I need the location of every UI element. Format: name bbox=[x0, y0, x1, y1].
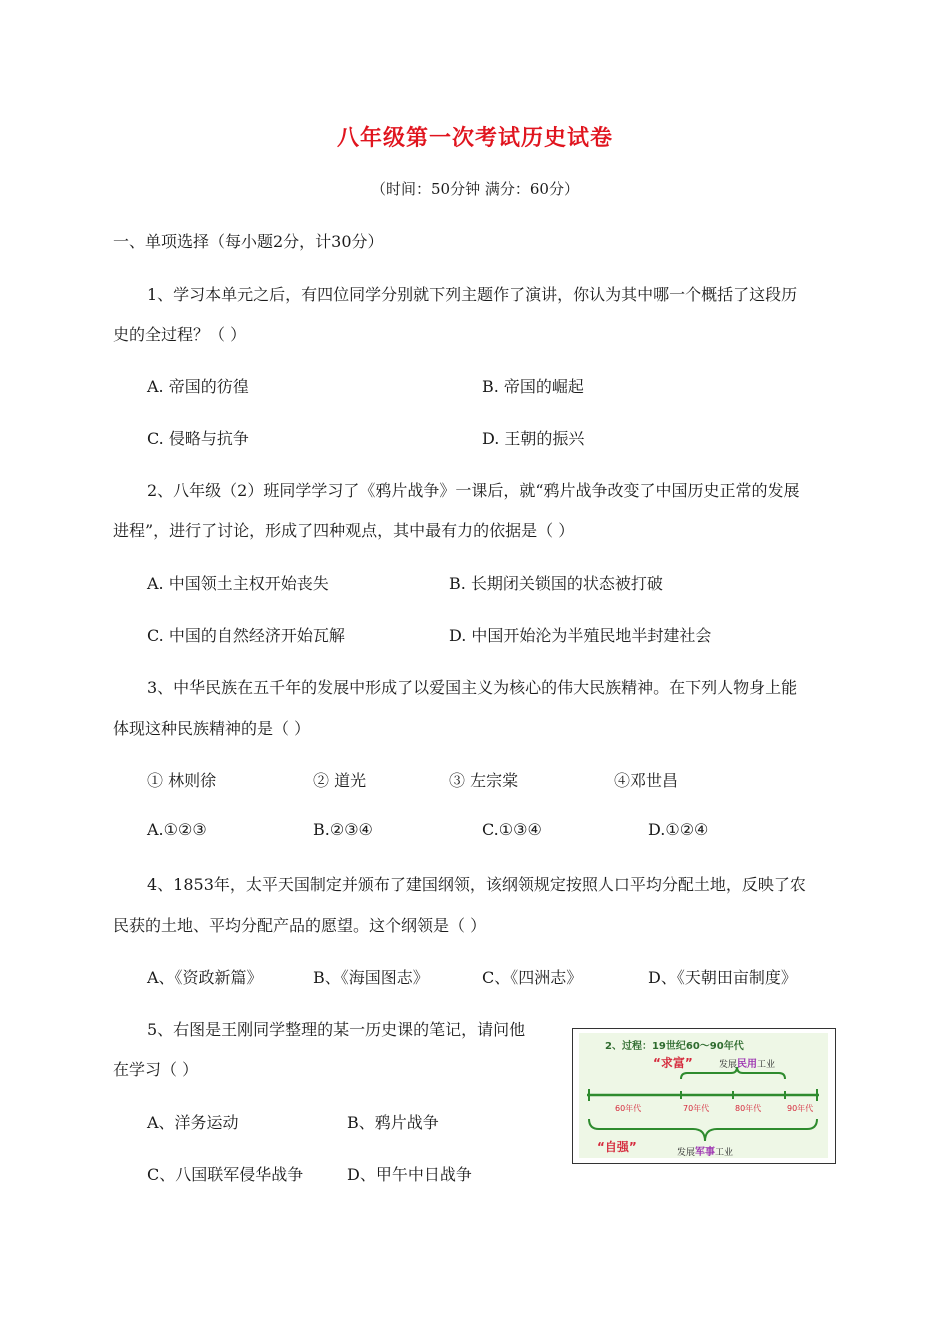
label-ziqiang: “自强” bbox=[597, 1140, 637, 1154]
question-2-line-1: 2、八年级（2）班同学学习了《鸦片战争》一课后，就“鸦片战争改变了中国历史正常的发展 bbox=[147, 481, 800, 500]
question-5-option-d: D、甲午中日战争 bbox=[347, 1165, 472, 1184]
tick-label-60s: 60年代 bbox=[615, 1104, 642, 1113]
section-heading: 一、单项选择（每小题2分，计30分） bbox=[113, 232, 384, 251]
question-2-line-2: 进程”，进行了讨论，形成了四种观点，其中最有力的依据是（ ） bbox=[113, 521, 575, 540]
tick-label-90s: 90年代 bbox=[787, 1104, 814, 1113]
question-2-option-d: D. 中国开始沦为半殖民地半封建社会 bbox=[449, 626, 712, 645]
question-2-option-b: B. 长期闭关锁国的状态被打破 bbox=[449, 574, 663, 593]
question-4-option-a: A、《资政新篇》 bbox=[147, 968, 263, 987]
question-3-line-2: 体现这种民族精神的是（ ） bbox=[113, 719, 311, 738]
question-1-option-a: A. 帝国的彷徨 bbox=[147, 377, 249, 396]
question-4-option-c: C、《四洲志》 bbox=[482, 968, 583, 987]
question-3-person-1: ① 林则徐 bbox=[147, 771, 217, 790]
tick-label-80s: 80年代 bbox=[735, 1104, 762, 1113]
exam-subtitle: （时间：50分钟 满分：60分） bbox=[371, 180, 579, 198]
notes-figure bbox=[572, 1028, 836, 1164]
question-2-option-c: C. 中国的自然经济开始瓦解 bbox=[147, 626, 345, 645]
diagram-heading: 2、过程：19世纪60～90年代 bbox=[605, 1041, 744, 1052]
question-5-line-1: 5、右图是王刚同学整理的某一历史课的笔记，请问他 bbox=[147, 1020, 526, 1039]
question-4-line-1: 4、1853年，太平天国制定并颁布了建国纲领，该纲领规定按照人口平均分配土地，反映了农 bbox=[147, 875, 806, 894]
label-military-industry: 发展军事工业 bbox=[677, 1147, 734, 1158]
tick-label-70s: 70年代 bbox=[683, 1104, 710, 1113]
question-1-line-1: 1、学习本单元之后，有四位同学分别就下列主题作了演讲，你认为其中哪一个概括了这段历 bbox=[147, 285, 798, 304]
question-3-option-a: A.①②③ bbox=[147, 820, 207, 839]
exam-title: 八年级第一次考试历史试卷 bbox=[336, 125, 613, 151]
question-4-line-2: 民获的土地、平均分配产品的愿望。这个纲领是（ ） bbox=[113, 916, 487, 935]
question-5-line-2: 在学习（ ） bbox=[113, 1060, 199, 1079]
question-3-person-2: ② 道光 bbox=[313, 771, 367, 790]
question-5-option-b: B、鸦片战争 bbox=[347, 1113, 439, 1132]
question-1-option-c: C. 侵略与抗争 bbox=[147, 429, 249, 448]
question-3-option-c: C.①③④ bbox=[482, 820, 542, 839]
question-3-option-b: B.②③④ bbox=[313, 820, 373, 839]
question-5-option-a: A、洋务运动 bbox=[147, 1113, 239, 1132]
question-1-option-d: D. 王朝的振兴 bbox=[482, 429, 585, 448]
question-3-person-3: ③ 左宗棠 bbox=[449, 771, 519, 790]
question-2-option-a: A. 中国领土主权开始丧失 bbox=[147, 574, 329, 593]
label-qiufu: “求富” bbox=[653, 1056, 693, 1070]
question-3-person-4: ④邓世昌 bbox=[614, 771, 679, 790]
question-1-option-b: B. 帝国的崛起 bbox=[482, 377, 584, 396]
question-4-option-b: B、《海国图志》 bbox=[313, 968, 429, 987]
question-3-line-1: 3、中华民族在五千年的发展中形成了以爱国主义为核心的伟大民族精神。在下列人物身上能 bbox=[147, 678, 798, 697]
label-civil-industry: 发展民用工业 bbox=[719, 1059, 776, 1070]
question-1-line-2: 史的全过程？（ ） bbox=[113, 325, 247, 344]
question-3-option-d: D.①②④ bbox=[648, 820, 709, 839]
question-4-option-d: D、《天朝田亩制度》 bbox=[648, 968, 797, 987]
notes-diagram bbox=[573, 1029, 834, 1162]
question-5-option-c: C、八国联军侵华战争 bbox=[147, 1165, 304, 1184]
